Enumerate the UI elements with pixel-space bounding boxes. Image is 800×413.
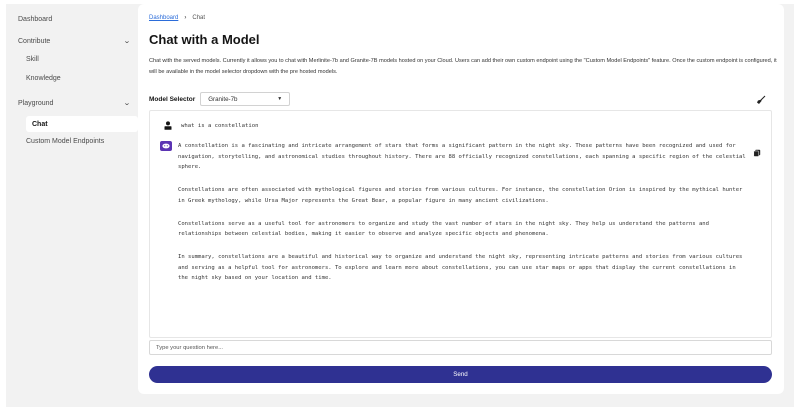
copy-response-button[interactable] bbox=[753, 144, 761, 152]
question-input[interactable] bbox=[149, 340, 772, 355]
sidebar-item-label: Skill bbox=[26, 56, 39, 63]
user-message-text: what is a constellation bbox=[181, 122, 259, 129]
breadcrumb bbox=[149, 15, 205, 21]
model-selector-dropdown[interactable] bbox=[200, 92, 290, 106]
sidebar-item-contribute[interactable] bbox=[18, 37, 130, 45]
sidebar-item-chat[interactable] bbox=[26, 116, 138, 132]
assistant-paragraph: A constellation is a fascinating and intricate arrangement of stars that forms a significant pattern in the night sky. These patterns have been recognized and used for navigation, storytelling, and astronomical studies throughout history. There are 88 officially recognized constellations, each spanning a specific region of the celestial sphere. bbox=[178, 143, 746, 170]
sidebar bbox=[6, 4, 138, 407]
chevron-down-icon: ⌄ bbox=[123, 100, 131, 107]
caret-down-icon: ▼ bbox=[277, 96, 283, 102]
assistant-paragraph: Constellations are often associated with mythological figures and stories from various cultures. For instance, the constellation Orion is inspired by the mythical hunter in Greek mythology, while Ursa Major represents the Great Bear, a popular figure in many ancient civilizations. bbox=[178, 187, 743, 204]
sidebar-item-label: Dashboard bbox=[18, 16, 53, 23]
assistant-message-text bbox=[178, 141, 748, 296]
chevron-down-icon: ⌄ bbox=[123, 38, 131, 45]
clear-chat-button[interactable] bbox=[755, 93, 767, 105]
assistant-paragraph: In summary, constellations are a beautiful and historical way to organize and understand the night sky, representing intricate patterns and stories from various cultures and serving as a helpful tool for astronomers. To explore and learn more about constellations, you can use star maps or apps that display the current constellations in the night sky based on your location and time. bbox=[178, 254, 743, 281]
sidebar-item-label: Knowledge bbox=[26, 75, 61, 82]
bot-icon bbox=[160, 141, 172, 151]
sidebar-item-playground[interactable] bbox=[18, 99, 130, 107]
sidebar-item-label: Contribute bbox=[18, 37, 51, 45]
sidebar-item-custom-model-endpoints[interactable] bbox=[26, 138, 130, 145]
copy-icon bbox=[753, 149, 761, 157]
user-icon bbox=[164, 121, 172, 130]
assistant-message bbox=[160, 141, 760, 296]
model-selector-label: Model Selector bbox=[149, 95, 196, 103]
page-title: Chat with a Model bbox=[149, 32, 260, 47]
sidebar-item-knowledge[interactable] bbox=[26, 75, 130, 82]
sidebar-item-dashboard[interactable] bbox=[18, 16, 130, 23]
chat-transcript[interactable] bbox=[149, 110, 772, 338]
main-content bbox=[138, 4, 784, 394]
model-selector-value: Granite-7b bbox=[208, 95, 238, 103]
sidebar-item-label: Chat bbox=[32, 120, 48, 128]
send-button[interactable]: Send bbox=[149, 366, 772, 383]
sidebar-item-label: Playground bbox=[18, 99, 54, 107]
sidebar-item-label: Custom Model Endpoints bbox=[26, 138, 105, 145]
model-selector-row bbox=[149, 92, 290, 106]
assistant-paragraph: Constellations serve as a useful tool for astronomers to organize and study the vast number of stars in the night sky. They help us understand the patterns and relationships between celestial bodies, making it easier to observe and analyze specific objects and phenomena. bbox=[178, 220, 709, 237]
breadcrumb-current: Chat bbox=[192, 15, 206, 21]
user-message bbox=[164, 121, 258, 130]
breadcrumb-dashboard-link[interactable]: Dashboard bbox=[149, 15, 179, 21]
broom-icon bbox=[755, 94, 767, 106]
sidebar-item-skill[interactable] bbox=[26, 56, 130, 63]
breadcrumb-separator: › bbox=[184, 15, 187, 21]
page-description: Chat with the served models. Currently it allows you to chat with Merlinite-7b and Granite-7B models hosted on your Cloud. Users can add their own custom endpoint using the "Custom Model Endpoints" feature. Once the custom endpoint is configured, it will be available in the model selector dropdown with the pre hosted models. bbox=[149, 58, 777, 75]
